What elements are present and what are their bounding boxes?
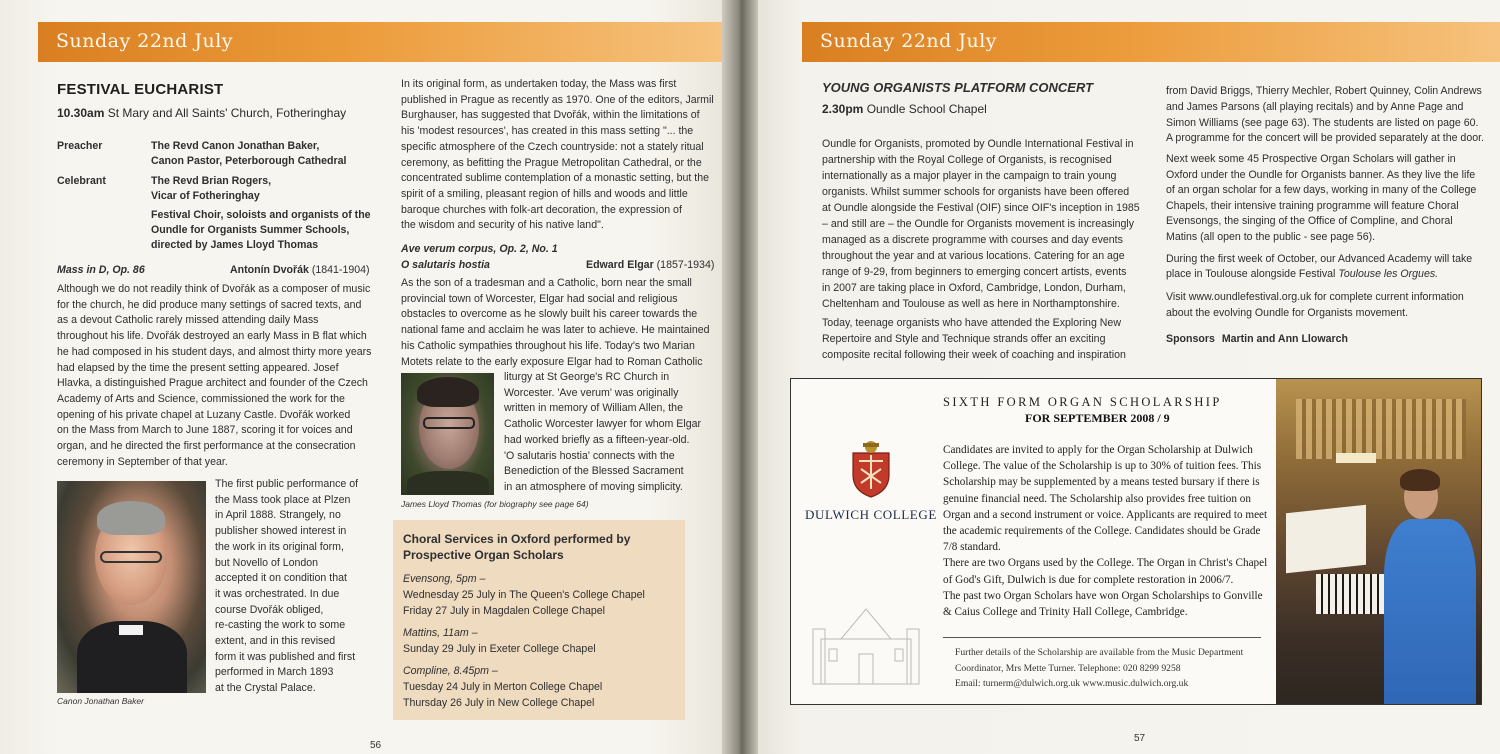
mass-para2-line: form it was published and first (215, 650, 356, 663)
concert-para1-line: organists. Whilst summer schools for organists have been offered (822, 186, 1130, 198)
col2-para3-line: Worcester. 'Ave verum' was originally (504, 386, 679, 399)
concert-col2-para2-line: Matins (all open to the public - see page 56). (1166, 230, 1376, 243)
concert-para1-line: Cheltenham and Toulouse as well as here in Northamptonshire. (822, 298, 1120, 310)
choir-line2: Oundle for Organists Summer Schools, (151, 224, 350, 236)
elgar-work-2: O salutaris hostia (401, 259, 490, 271)
mass-para2-line: the Mass took place at Plzen (215, 493, 351, 506)
concert-col2-para2-line: of an organ scholar for a few days, working in many of the College (1166, 184, 1477, 196)
col2-para1-line: his 'modest resources', has created in this mass setting "... the (401, 125, 694, 138)
right-page-number: 57 (1134, 733, 1146, 744)
concert-venue: Oundle School Chapel (866, 102, 987, 116)
mass-para1-line: for the church, he did produce many settings of sacred texts, and (57, 298, 362, 311)
concert-col2-para2-line: Next week some 45 Prospective Organ Scholars will gather in (1166, 153, 1456, 165)
mass-para1-line: throughout his life. Dvořák destroyed an early Mass in B flat which (57, 330, 367, 343)
role-preacher-line2: Canon Pastor, Peterborough Cathedral (151, 155, 347, 167)
col2-para1-line: baroque churches with folk-art decoration, the expression of (401, 203, 682, 216)
mass-work-title: Mass in D, Op. 86 (57, 264, 145, 276)
concert-col2-para4-line: Visit www.oundlefestival.org.uk for complete current information (1166, 291, 1464, 303)
callout-compline-item-2: Thursday 26 July in New College Chapel (403, 697, 595, 709)
mass-para2-line: The first public performance of (215, 478, 359, 490)
ad-body-line: Organ and a second instrument or voice. Applicants are required to meet (943, 508, 1268, 521)
sponsors-line (1166, 332, 1348, 348)
concert-time: 2.30pm (822, 102, 864, 116)
col2-para2-line: Motets relate to the early exposure Elgar had to Roman Catholic (401, 355, 703, 368)
choir-line3: directed by James Lloyd Thomas (151, 239, 319, 251)
eucharist-time-venue (57, 106, 346, 122)
left-header-title: Sunday 22nd July (56, 30, 234, 52)
col2-para1-line: concentrated sublime contemplation of a monastic setting, but the (401, 172, 709, 185)
mass-para2-line: accepted it on condition that (215, 572, 347, 585)
sponsors-names: Martin and Ann Llowarch (1221, 333, 1348, 345)
sponsors-label: Sponsors (1166, 333, 1215, 345)
concert-para1-line: partnership with the Royal College of Organists, is recognised (822, 154, 1112, 166)
right-page (758, 0, 1500, 754)
right-header-band (802, 22, 1500, 62)
ad-subheading: FOR SEPTEMBER 2008 / 9 (1025, 411, 1170, 425)
concert-col2-para1-line: A programme for the concert will be provided separately at the door. (1166, 132, 1484, 145)
concert-col2-para2-line: Evensongs, the singing of the Office of Compline, and Choral (1166, 215, 1453, 227)
ad-heading: SIXTH FORM ORGAN SCHOLARSHIP (943, 395, 1222, 409)
ad-body-line: the academic requirements of the College. Candidates should be Grade (943, 525, 1261, 537)
mass-para1-line: Hlavka, a distinguished Prague architect and founder of the Czech (57, 377, 368, 390)
mass-para2-line: in April 1888. Strangely, no (215, 509, 341, 522)
eucharist-time: 10.30am (57, 106, 105, 120)
col2-para2-line: his Catholic sympathies throughout his life. Today's two Marian (401, 339, 695, 352)
col2-para2-line: obstacles to overcome as he slowly built his career towards the (401, 308, 698, 321)
col2-para3-line: written in memory of William Allen, the (504, 402, 683, 415)
concert-para1-line: managed as a discrete programme with courses and day events (822, 234, 1123, 246)
ad-body-line: 7/8 standard. (943, 541, 1001, 554)
col2-para3-line: Benediction of the Blessed Sacrament (504, 465, 684, 478)
callout-title-line2: Prospective Organ Scholars (403, 548, 564, 562)
role-celebrant-line1: The Revd Brian Rogers, (151, 175, 272, 187)
col2-para2-line: national fame and acclaim he was later to achieve. He maintained (401, 324, 710, 337)
concert-para2-line: Repertoire and Style and Technique strands offer an exciting (822, 333, 1106, 345)
role-preacher-label: Preacher (57, 140, 103, 152)
col2-para2-line: As the son of a tradesman and a Catholic, born near the small (401, 277, 692, 289)
toulouse-line-2 (1166, 267, 1438, 283)
concert-para2-line: Today, teenage organists who have attended the Exploring New (822, 317, 1121, 329)
callout-evensong-item-2: Friday 27 July in Magdalen College Chapel (403, 605, 605, 617)
concert-time-venue (822, 102, 987, 118)
elgar-composer: Edward Elgar (586, 259, 654, 271)
ad-footer-line: Coordinator, Mrs Mette Turner. Telephone: 020 8299 9258 (955, 662, 1181, 674)
concert-col2-para1-line: and James Parsons (all playing recitals) and by Anne Page and (1166, 100, 1464, 113)
col2-para3-line: in an atmosphere of moving simplicity. (504, 480, 683, 493)
mass-composer-line (230, 263, 370, 279)
college-building-icon (811, 599, 921, 689)
callout-mattins-item-1: Sunday 29 July in Exeter College Chapel (403, 643, 596, 655)
mass-para1-line: he had composed in his student days, and almost thirty more years (57, 345, 372, 358)
col2-para1-line: ceremony, as befitting the Prague Metropolitan Cathedral, or the (401, 156, 702, 169)
left-header-band (38, 22, 722, 62)
ad-body-line: College. The value of the Scholarship is up to 30% of tuition fees. This (943, 460, 1262, 473)
toulouse-festival-name: Toulouse les Orgues. (1338, 268, 1439, 280)
col2-para1-line: the wisdom and security of his native land". (401, 219, 604, 232)
organist-photo (1276, 379, 1482, 705)
concert-para2-line: composite recital following their week of coaching and inspiration (822, 349, 1126, 361)
concert-title: YOUNG ORGANISTS PLATFORM CONCERT (822, 80, 1094, 95)
ad-body-line: The past two Organ Scholars have won Organ Scholarships to Gonville (943, 589, 1263, 602)
callout-mattins-heading: Mattins, 11am – (403, 627, 478, 639)
callout-title-line1: Choral Services in Oxford performed by (403, 532, 631, 546)
mass-para1-line: ceremony in September of that year. (57, 455, 228, 468)
mass-para2-line: the work in its original form, (215, 540, 344, 553)
callout-compline-heading: Compline, 8.45pm – (403, 665, 498, 677)
toulouse-line-2-text: place in Toulouse alongside Festival (1166, 268, 1339, 280)
choir-line1: Festival Choir, soloists and organists of the (151, 209, 371, 221)
concert-para1-line: range of 9-29, from beginners to emerging concert artists, events (822, 266, 1127, 278)
ad-body-line: & Caius College and Trinity Hall College, Cambridge. (943, 606, 1188, 618)
ad-body-line: There are two Organs used by the College. The Organ in Christ's Chapel (943, 557, 1268, 570)
james-lloyd-thomas-photo (401, 373, 494, 495)
ad-body-line: Candidates are invited to apply for the Organ Scholarship at Dulwich (943, 444, 1253, 456)
concert-col2-para1-line: from David Briggs, Thierry Mechler, Robert Quinney, Colin Andrews (1166, 85, 1482, 97)
right-header-title: Sunday 22nd July (820, 30, 998, 52)
concert-col2-para2-line: Oxford under the Oundle for Organists banner. As they live the life (1166, 168, 1476, 181)
eucharist-venue: St Mary and All Saints' Church, Fotheringhay (107, 106, 347, 120)
ad-divider (943, 637, 1261, 638)
left-page (0, 0, 722, 754)
concert-col2-para1-line: Simon Williams (see page 63). The students are listed on page 60. (1166, 116, 1479, 129)
mass-para2-line: performed in March 1893 (215, 666, 334, 679)
ad-body-line: Scholarship may be supplemented by a means tested bursary if there is (943, 476, 1260, 489)
col2-para3-line: Catholic Worcester lawyer for whom Elgar (504, 418, 702, 431)
mass-composer: Antonín Dvořák (230, 264, 309, 276)
mass-para1-line: on the Mass from March to June 1887, scoring it for voices and (57, 424, 353, 437)
mass-para1-line: as a devout Catholic rarely missed attending daily Mass (57, 314, 319, 327)
mass-para2-line: but Novello of London (215, 556, 319, 569)
dulwich-scholarship-ad (790, 378, 1482, 705)
elgar-composer-line (586, 258, 714, 274)
elgar-composer-dates: (1857-1934) (656, 259, 715, 271)
callout-compline-item-1: Tuesday 24 July in Merton College Chapel (403, 681, 603, 693)
concert-col2-para4-line: about the evolving Oundle for Organists movement. (1166, 306, 1409, 319)
callout-evensong-item-1: Wednesday 25 July in The Queen's College Chapel (403, 589, 645, 601)
role-celebrant-line2: Vicar of Fotheringhay (151, 190, 260, 202)
left-page-number: 56 (370, 740, 382, 751)
mass-para1-line: had elapsed by the time the present setting appeared. Josef (57, 361, 339, 374)
ad-body-line: of God's Gift, Dulwich is due for complete restoration in 2006/7. (943, 573, 1234, 586)
mass-para2-line: re-casting the work to some (215, 619, 346, 632)
mass-para1-line: Academy of Arts and Science, commissioned the work for the (57, 392, 345, 405)
book-gutter (722, 0, 758, 754)
eucharist-title: FESTIVAL EUCHARIST (57, 81, 224, 98)
mass-para2-line: publisher showed interest in (215, 525, 347, 538)
col2-para3-line: had worked briefly as a fifteen-year-old. (504, 433, 690, 446)
baker-photo-caption: Canon Jonathan Baker (57, 696, 144, 706)
concert-para1-line: throughout the year and at various locations. Catering for an age (822, 250, 1125, 262)
col2-para1-line: Burghauser, has suggested that Dvořák, within the limitations of (401, 109, 700, 122)
col2-para1-line: spirit of a smiling, pleasant region of hills and woods and little (401, 187, 688, 200)
mass-para1-line: opening of his private chapel at Luzany Castle. Dvořák worked (57, 408, 351, 421)
canon-baker-photo (57, 481, 206, 693)
mass-para2-line: at the Crystal Palace. (215, 682, 316, 695)
role-preacher-line1: The Revd Canon Jonathan Baker, (151, 140, 320, 152)
mass-para2-line: extent, and in this revised (215, 635, 336, 647)
col2-para1-line: published in Prague as recently as 1970. One of the editors, Jarmil (401, 93, 714, 106)
col2-para3-line: liturgy at St George's RC Church in (504, 371, 670, 383)
mass-composer-dates: (1841-1904) (311, 264, 370, 276)
dulwich-college-name: DULWICH COLLEGE (805, 507, 937, 522)
callout-evensong-heading: Evensong, 5pm – (403, 573, 486, 585)
ad-body-line: genuine financial need. The Scholarship also provides free tuition on (943, 492, 1251, 505)
mass-para2-line: course Dvořák obliged, (215, 603, 324, 616)
concert-col2-para2-line: Chapels, their intensive training programme will feature Choral (1166, 199, 1459, 212)
ad-footer-line: Further details of the Scholarship are available from the Music Department (955, 647, 1244, 658)
col2-para1-line: In its original form, as undertaken today, the Mass was first (401, 78, 677, 90)
col2-para2-line: provincial town of Worcester, Elgar had social and religious (401, 292, 678, 305)
elgar-work-1: Ave verum corpus, Op. 2, No. 1 (401, 243, 558, 255)
concert-para1-line: at Oundle alongside the Festival (OIF) since OIF's inception in 1985 (822, 202, 1140, 214)
concert-para1-line: internationally as a major player in the campaign to train young (822, 170, 1117, 182)
thomas-photo-caption: James Lloyd Thomas (for biography see page 64) (401, 499, 589, 509)
role-celebrant-label: Celebrant (57, 175, 106, 187)
concert-para1-line: in 2007 are taking place in Oxford, Cambridge, London, Durham, (822, 282, 1126, 294)
col2-para1-line: specific atmosphere of the Czech countryside: not a stately ritual (401, 140, 704, 153)
mass-para2-line: it was orchestrated. In due (215, 587, 340, 600)
toulouse-line-1: During the first week of October, our Advanced Academy will take (1166, 253, 1473, 265)
dulwich-crest-icon (849, 439, 893, 499)
mass-para1-line: organ, and he directed the first performance at the consecration (57, 440, 356, 452)
concert-para1-line: – and still are – the Oundle for Organists movement is increasingly (822, 218, 1135, 230)
col2-para3-line: 'O salutaris hostia' connects with the (504, 449, 675, 462)
ad-footer-line: Email: turnerm@dulwich.org.uk www.music.dulwich.org.uk (955, 678, 1189, 689)
concert-para1-line: Oundle for Organists, promoted by Oundle International Festival in (822, 138, 1134, 150)
mass-para1-line: Although we do not readily think of Dvořák as a composer of music (57, 283, 371, 295)
